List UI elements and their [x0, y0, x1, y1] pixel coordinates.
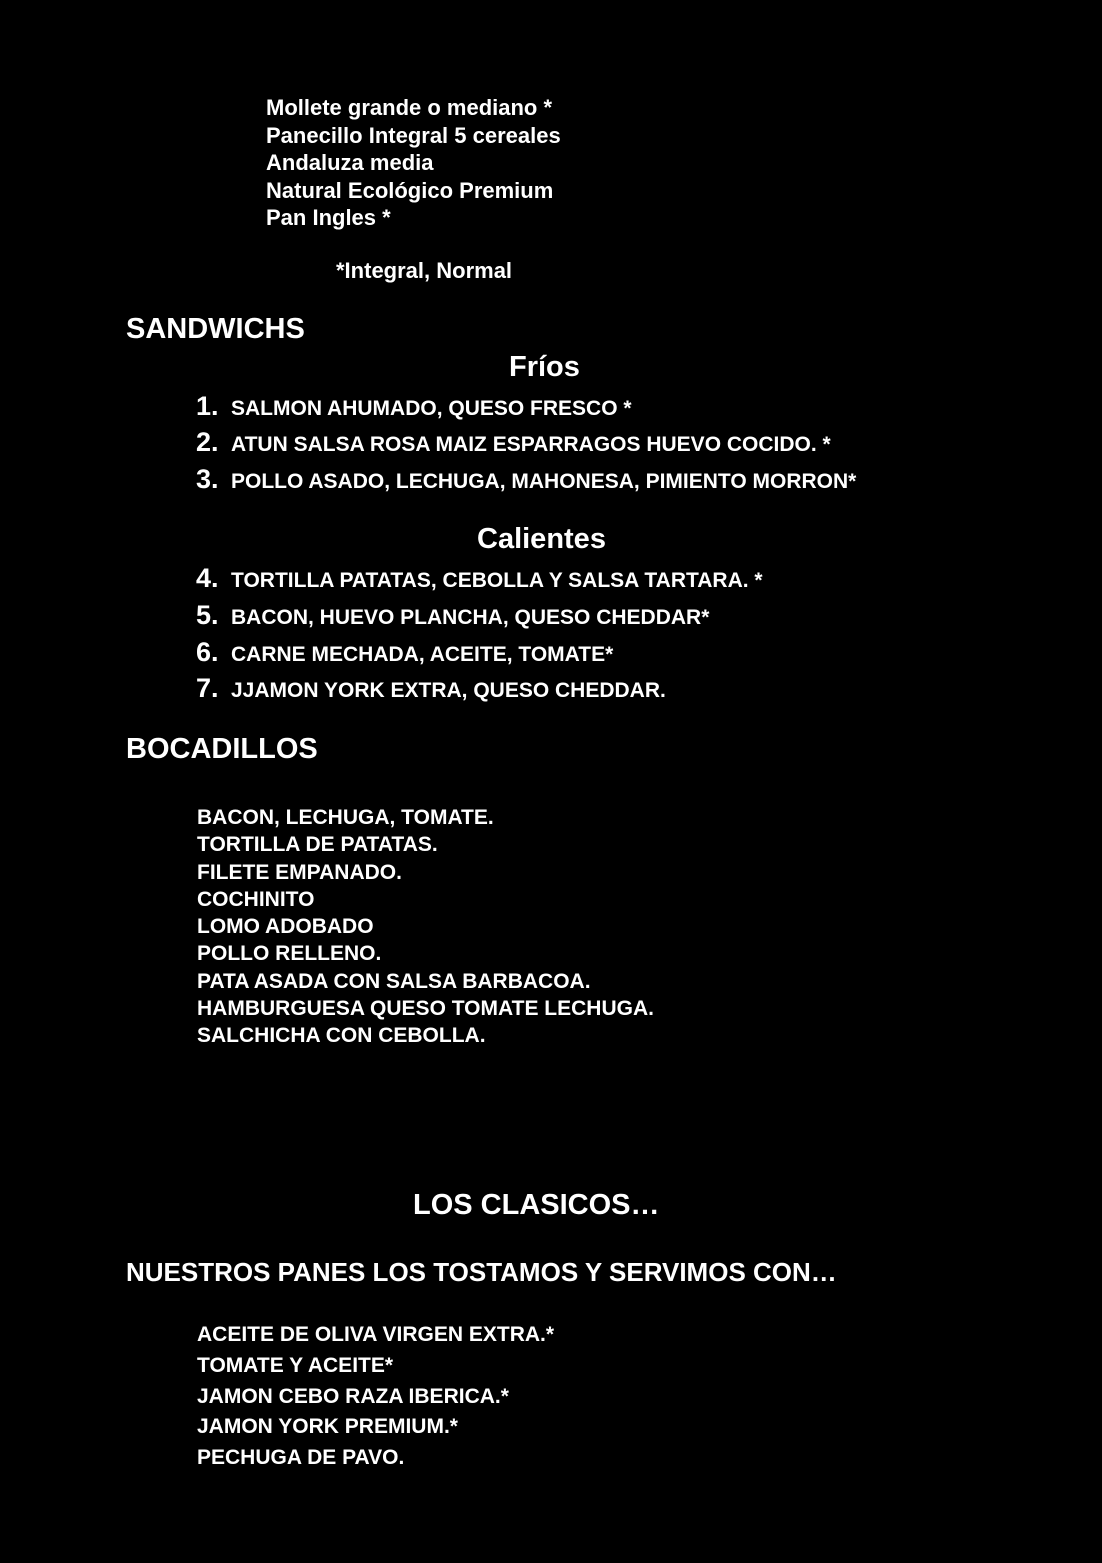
frios-heading: Fríos — [509, 351, 580, 383]
list-item: PECHUGA DE PAVO. — [197, 1446, 405, 1470]
clasicos-subtitle: NUESTROS PANES LOS TOSTAMOS Y SERVIMOS CON… — [126, 1257, 837, 1287]
bread-item: Natural Ecológico Premium — [266, 177, 554, 203]
clasicos-heading: LOS CLASICOS… — [413, 1189, 660, 1221]
item-text: TORTILLA PATATAS, CEBOLLA Y SALSA TARTARA. * — [231, 569, 763, 592]
list-item — [196, 637, 613, 668]
bread-item: Andaluza media — [266, 150, 434, 175]
item-text: ATUN SALSA ROSA MAIZ ESPARRAGOS HUEVO COCIDO. * — [231, 433, 831, 456]
list-item: SALCHICHA CON CEBOLLA. — [197, 1024, 486, 1048]
item-text: JJAMON YORK EXTRA, QUESO CHEDDAR. — [231, 679, 666, 702]
list-item — [196, 563, 763, 594]
list-item: TOMATE Y ACEITE* — [197, 1353, 394, 1377]
bocadillos-list — [197, 806, 654, 1052]
list-item: COCHINITO — [197, 887, 315, 911]
bread-item: Panecillo Integral 5 cereales — [266, 122, 561, 148]
list-item — [196, 391, 632, 422]
item-number: 3. — [196, 464, 219, 494]
list-item: ACEITE DE OLIVA VIRGEN EXTRA.* — [197, 1323, 555, 1346]
list-item: TORTILLA DE PATATAS. — [197, 833, 438, 857]
list-item — [196, 427, 831, 458]
item-number: 6. — [196, 637, 219, 667]
list-item: HAMBURGUESA QUESO TOMATE LECHUGA. — [197, 997, 654, 1021]
bocadillos-heading: BOCADILLOS — [126, 733, 318, 765]
list-item: LOMO ADOBADO — [197, 915, 374, 939]
bread-note: *Integral, Normal — [336, 258, 513, 283]
bread-list — [266, 94, 561, 232]
list-item: JAMON CEBO RAZA IBERICA.* — [197, 1384, 509, 1408]
sandwichs-heading: SANDWICHS — [126, 313, 305, 345]
bread-item: Mollete grande o mediano * — [266, 95, 553, 120]
item-text: SALMON AHUMADO, QUESO FRESCO * — [231, 397, 632, 420]
clasicos-list — [197, 1323, 554, 1477]
item-number: 1. — [196, 391, 219, 421]
list-item: FILETE EMPANADO. — [197, 860, 402, 884]
list-item: JAMON YORK PREMIUM.* — [197, 1415, 458, 1439]
item-text: CARNE MECHADA, ACEITE, TOMATE* — [231, 643, 614, 666]
calientes-heading: Calientes — [477, 523, 606, 555]
list-item: POLLO RELLENO. — [197, 942, 382, 966]
item-number: 7. — [196, 673, 219, 703]
list-item: PATA ASADA CON SALSA BARBACOA. — [197, 969, 591, 993]
item-text: BACON, HUEVO PLANCHA, QUESO CHEDDAR* — [231, 606, 710, 629]
item-number: 4. — [196, 563, 219, 593]
bread-item: Pan Ingles * — [266, 205, 391, 230]
item-number: 2. — [196, 427, 219, 457]
item-number: 5. — [196, 600, 219, 630]
list-item — [196, 673, 666, 704]
list-item — [196, 464, 856, 495]
item-text: POLLO ASADO, LECHUGA, MAHONESA, PIMIENTO MORRON* — [231, 470, 857, 493]
list-item — [196, 600, 709, 631]
list-item: BACON, LECHUGA, TOMATE. — [197, 806, 494, 829]
